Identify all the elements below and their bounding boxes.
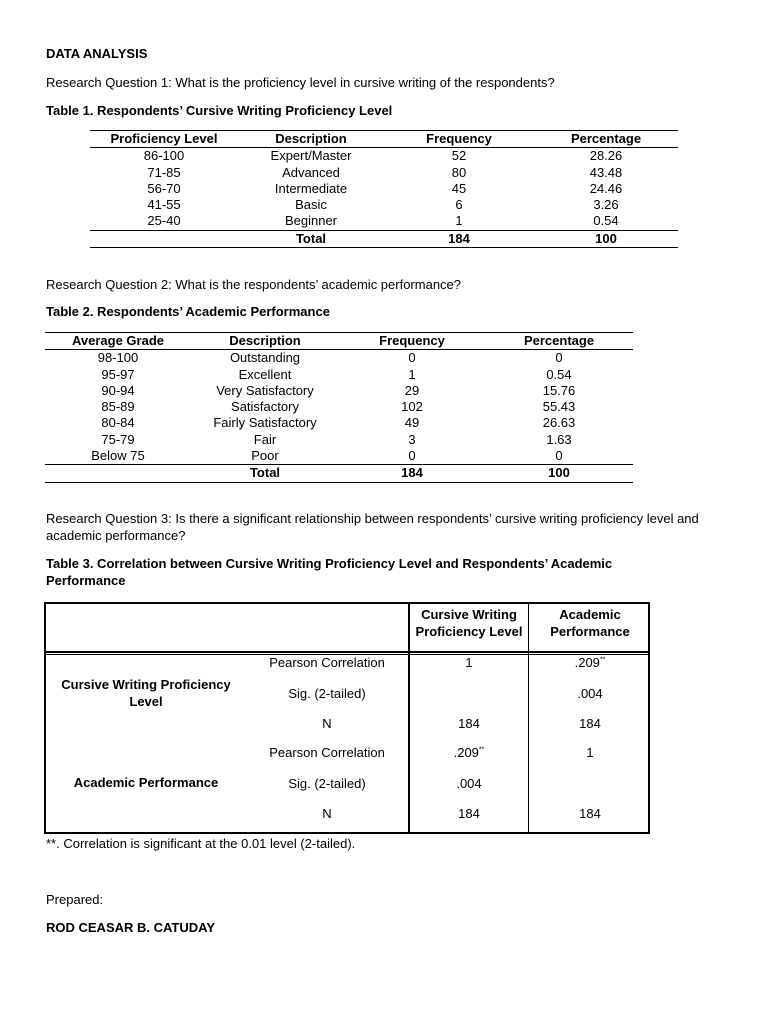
column-header: Percentage [485,333,633,350]
table-row [45,350,633,367]
header-divider [46,651,648,653]
table-cell: 56-70 [147,180,181,196]
table-cell: 41-55 [147,197,181,213]
column-header: Frequency [384,131,534,148]
author-name: ROD CEASAR B. CATUDAY [46,920,216,935]
table-cell: 0.54 [546,366,572,382]
table-row [45,367,633,383]
table-cell: 102 [401,399,423,415]
total-label: Total [191,465,339,482]
table-cell: 80-84 [101,415,135,431]
value-cell [530,654,650,671]
value-cell: 1 [586,745,594,760]
stat-label-n: N [322,806,332,821]
prepared-label: Prepared: [46,892,104,907]
stat-label-sig: Sig. (2-tailed) [288,776,366,791]
table-cell: 80 [451,164,467,180]
table-cell: 0 [408,448,416,464]
table-row [45,415,633,431]
research-question-3: Research Question 3: Is there a significant relationship between respondents’ cursive writing proficiency level and academic performance? [46,511,699,543]
table-cell: Below 75 [91,448,145,464]
row-group-cursive-writing: Cursive Writing Proficiency Level [61,677,231,709]
table-cell [90,230,238,247]
table-cell: 3 [408,431,416,447]
table-cell: 3.26 [593,197,619,213]
table-cell: 95-97 [101,366,135,382]
stat-label-n: N [322,716,332,731]
table-cell: 90-94 [101,382,135,398]
table-cell: Beginner [284,213,338,229]
table-row [45,448,633,465]
table-cell: Expert/Master [270,148,352,164]
table-cell: Fairly Satisfactory [213,415,317,431]
table-cell: 1.63 [546,431,572,447]
table-cell: Intermediate [274,180,348,196]
table-cell: 43.48 [589,164,623,180]
table-header-row [90,131,678,148]
value-cell [410,744,528,761]
correlation-value: .209 [453,745,479,760]
table-cell: Satisfactory [231,399,299,415]
proficiency-table [90,130,678,248]
research-question-1: Research Question 1: What is the proficiency level in cursive writing of the respondents? [46,75,555,90]
table-cell: 29 [404,382,420,398]
table-row [45,399,633,415]
table-cell: 98-100 [97,350,139,366]
col-header-cursive-writing: Cursive Writing Proficiency Level [415,607,523,639]
column-header: Description [191,333,339,350]
value-cell: .004 [577,686,603,701]
table-cell: 52 [451,148,467,164]
column-header: Percentage [534,131,678,148]
table-cell: 45 [451,180,467,196]
table-cell: 75-79 [101,431,135,447]
total-percentage: 100 [485,465,633,482]
correlation-table [44,602,650,834]
table-cell: 24.46 [589,180,623,196]
table-cell: Fair [253,431,277,447]
column-divider [528,604,529,832]
table1-caption: Table 1. Respondents’ Cursive Writing Proficiency Level [46,103,393,118]
row-group-academic-performance: Academic Performance [73,775,219,790]
table-row [45,432,633,448]
table-cell: 71-85 [147,164,181,180]
correlation-value: .209 [574,655,600,670]
significance-mark: ** [478,746,485,754]
table-row [90,197,678,213]
table-row [45,383,633,399]
value-cell: 184 [579,806,601,821]
table-cell: 0 [408,350,416,366]
stat-label-sig: Sig. (2-tailed) [288,686,366,701]
table-cell: 55.43 [542,399,576,415]
value-cell: 1 [465,655,473,670]
value-cell: 184 [458,806,480,821]
table-cell: Basic [295,197,327,213]
page-heading: DATA ANALYSIS [46,46,148,61]
total-row [45,465,633,482]
table-cell: 0 [555,350,563,366]
table-cell: Poor [251,448,279,464]
table-cell: 86-100 [143,148,185,164]
table-row [90,213,678,230]
table3-footnote: **. Correlation is significant at the 0.01 level (2-tailed). [46,836,356,851]
total-label: Total [238,230,384,247]
total-frequency: 184 [339,465,485,482]
value-cell: 184 [579,716,601,731]
total-frequency: 184 [384,230,534,247]
table-cell: 25-40 [147,213,181,229]
table-row [90,148,678,165]
value-cell: 184 [458,716,480,731]
table-cell: Excellent [238,366,292,382]
table-cell: Advanced [282,164,340,180]
table-cell: 6 [455,197,463,213]
table-header-row [45,333,633,350]
table-cell: 1 [408,366,416,382]
academic-performance-table [45,332,633,483]
table-cell: 0 [555,448,563,464]
significance-mark: ** [599,656,606,664]
table-cell [45,465,191,482]
table-cell: 28.26 [589,148,623,164]
total-percentage: 100 [534,230,678,247]
table-row [90,165,678,181]
value-cell: .004 [456,776,482,791]
column-header: Average Grade [45,333,191,350]
table-cell: 1 [455,213,463,229]
column-header: Frequency [339,333,485,350]
table3-caption: Table 3. Correlation between Cursive Writing Proficiency Level and Respondents’ Academic Performance [46,556,613,588]
research-question-2: Research Question 2: What is the respondents’ academic performance? [46,277,462,292]
column-header: Description [238,131,384,148]
table-cell: Very Satisfactory [216,382,314,398]
table-cell: 26.63 [542,415,576,431]
table-cell: 15.76 [542,382,576,398]
table-row [90,181,678,197]
total-row [90,230,678,247]
stat-label-pearson: Pearson Correlation [269,745,385,760]
stat-label-pearson: Pearson Correlation [269,655,385,670]
table-cell: 49 [404,415,420,431]
table-cell: Outstanding [229,350,301,366]
table-cell: 85-89 [101,399,135,415]
table-cell: 0.54 [593,213,619,229]
table2-caption: Table 2. Respondents’ Academic Performance [46,304,330,319]
column-header: Proficiency Level [90,131,238,148]
col-header-academic-performance: Academic Performance [550,607,630,639]
